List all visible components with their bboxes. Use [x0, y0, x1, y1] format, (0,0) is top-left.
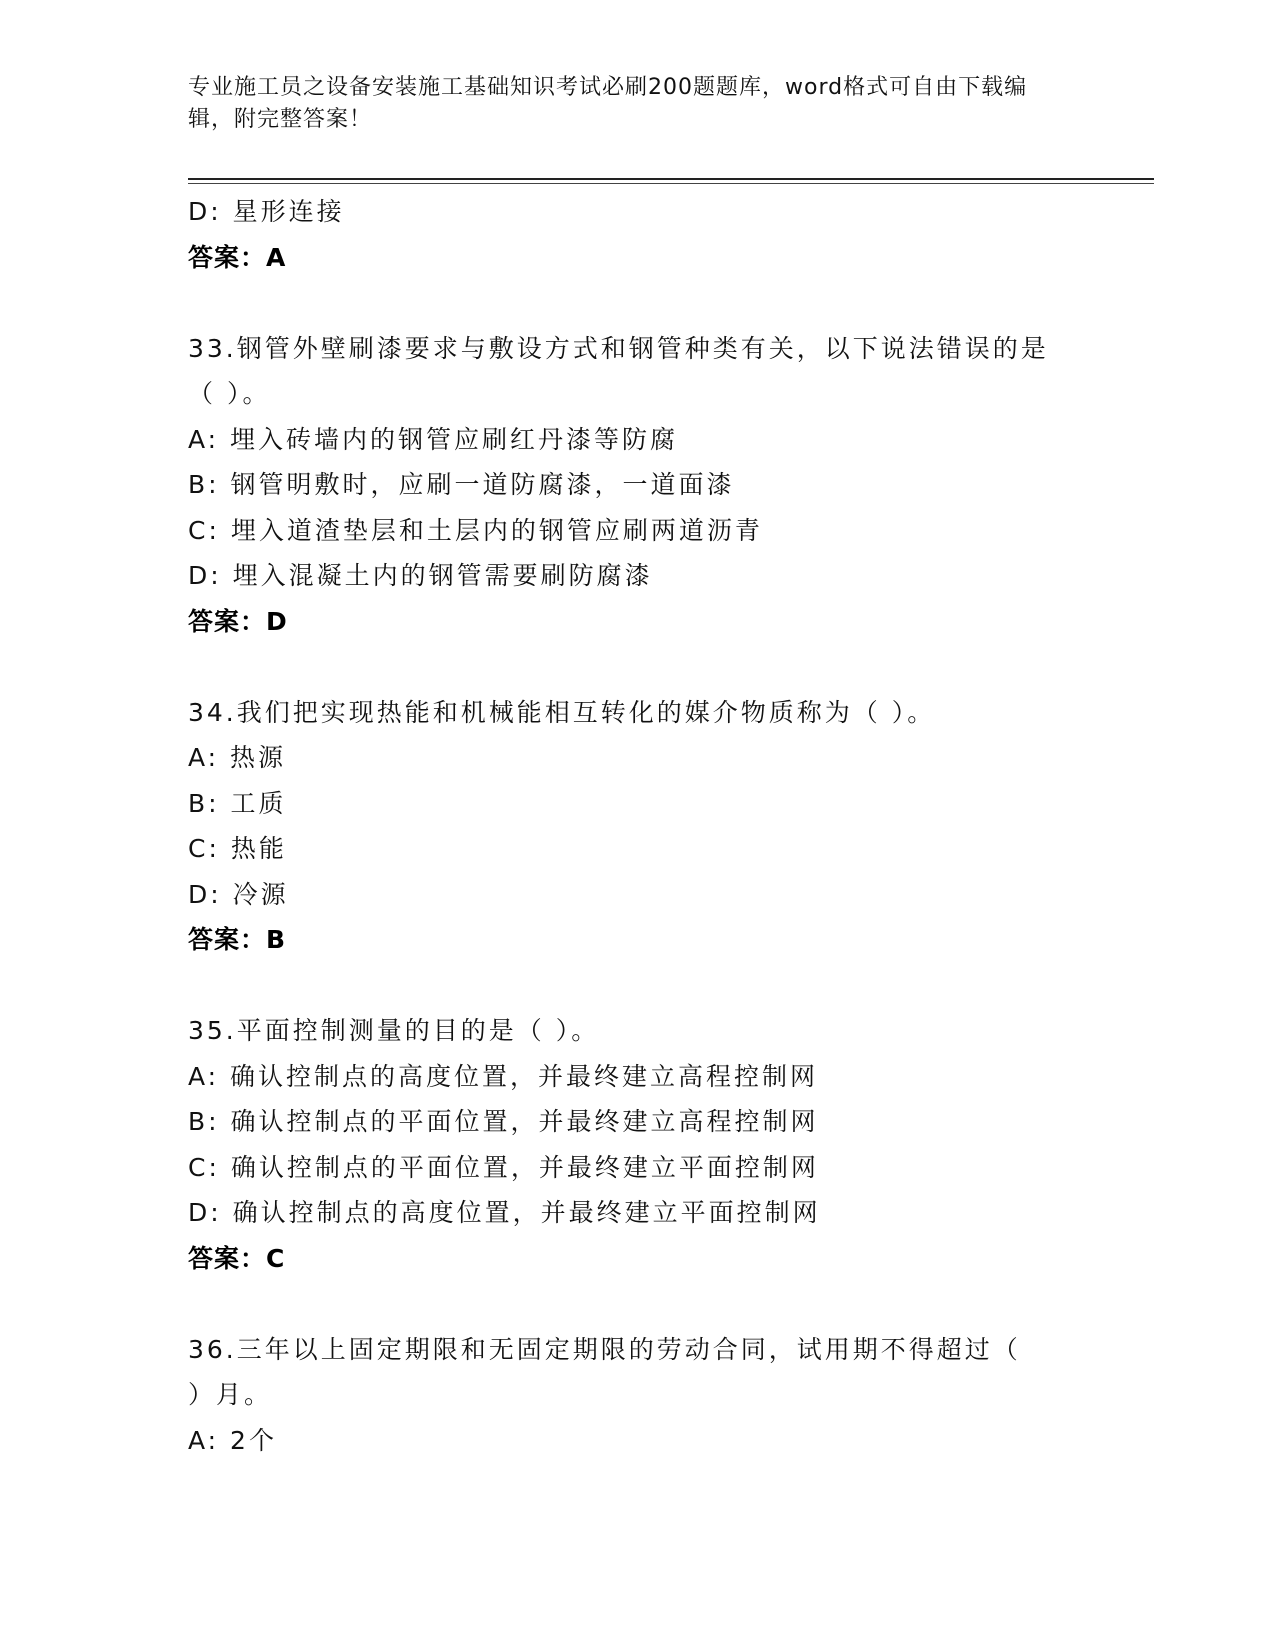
answer-line: 答案：D: [188, 606, 288, 636]
option-b: B: 确认控制点的平面位置，并最终建立高程控制网: [188, 1107, 819, 1136]
question-block: [188, 1008, 1088, 1281]
question-stem: 35.平面控制测量的目的是（ ）。: [188, 1016, 600, 1045]
question-stem: 33.钢管外壁刷漆要求与敷设方式和钢管种类有关，以下说法错误的是: [188, 333, 1049, 363]
option-a: A: 2个: [188, 1425, 277, 1455]
header-divider-thick: [188, 178, 1154, 180]
spacer: [188, 1281, 1088, 1327]
question-block: [188, 690, 1088, 963]
header-divider-thin: [188, 183, 1154, 184]
option-c: C: 热能: [188, 834, 287, 863]
answer-line: 答案：C: [188, 1243, 286, 1273]
document-header: 专业施工员之设备安装施工基础知识考试必刷200题题库，word格式可自由下载编辑，附完整答案！: [188, 75, 1028, 132]
option-b: B: 工质: [188, 788, 287, 818]
spacer: [188, 963, 1088, 1009]
option-a: A: 埋入砖墙内的钢管应刷红丹漆等防腐: [188, 424, 679, 454]
answer-line: 答案：A: [188, 242, 287, 272]
option-a: A: 确认控制点的高度位置，并最终建立高程控制网: [188, 1061, 819, 1091]
option-d: D: 星形连接: [188, 197, 345, 226]
option-d: D: 确认控制点的高度位置，并最终建立平面控制网: [188, 1198, 821, 1227]
option-b: B: 钢管明敷时，应刷一道防腐漆，一道面漆: [188, 470, 735, 499]
answer-line: 答案：B: [188, 925, 287, 954]
option-d: D: 冷源: [188, 879, 289, 909]
option-d: D: 埋入混凝土内的钢管需要刷防腐漆: [188, 561, 653, 590]
spacer: [188, 280, 1088, 326]
question-stem-continued: ）月。: [188, 1380, 273, 1409]
question-stem-continued: （ ）。: [188, 379, 271, 408]
question-block: [188, 326, 1088, 645]
question-stem: 36.三年以上固定期限和无固定期限的劳动合同，试用期不得超过（: [188, 1334, 1021, 1364]
option-c: C: 埋入道渣垫层和土层内的钢管应刷两道沥青: [188, 515, 763, 545]
option-a: A: 热源: [188, 743, 287, 772]
document-body: [188, 189, 1088, 1463]
question-block: [188, 1327, 1088, 1464]
option-c: C: 确认控制点的平面位置，并最终建立平面控制网: [188, 1152, 819, 1182]
spacer: [188, 644, 1088, 690]
question-stem: 34.我们把实现热能和机械能相互转化的媒介物质称为（ ）。: [188, 697, 936, 727]
